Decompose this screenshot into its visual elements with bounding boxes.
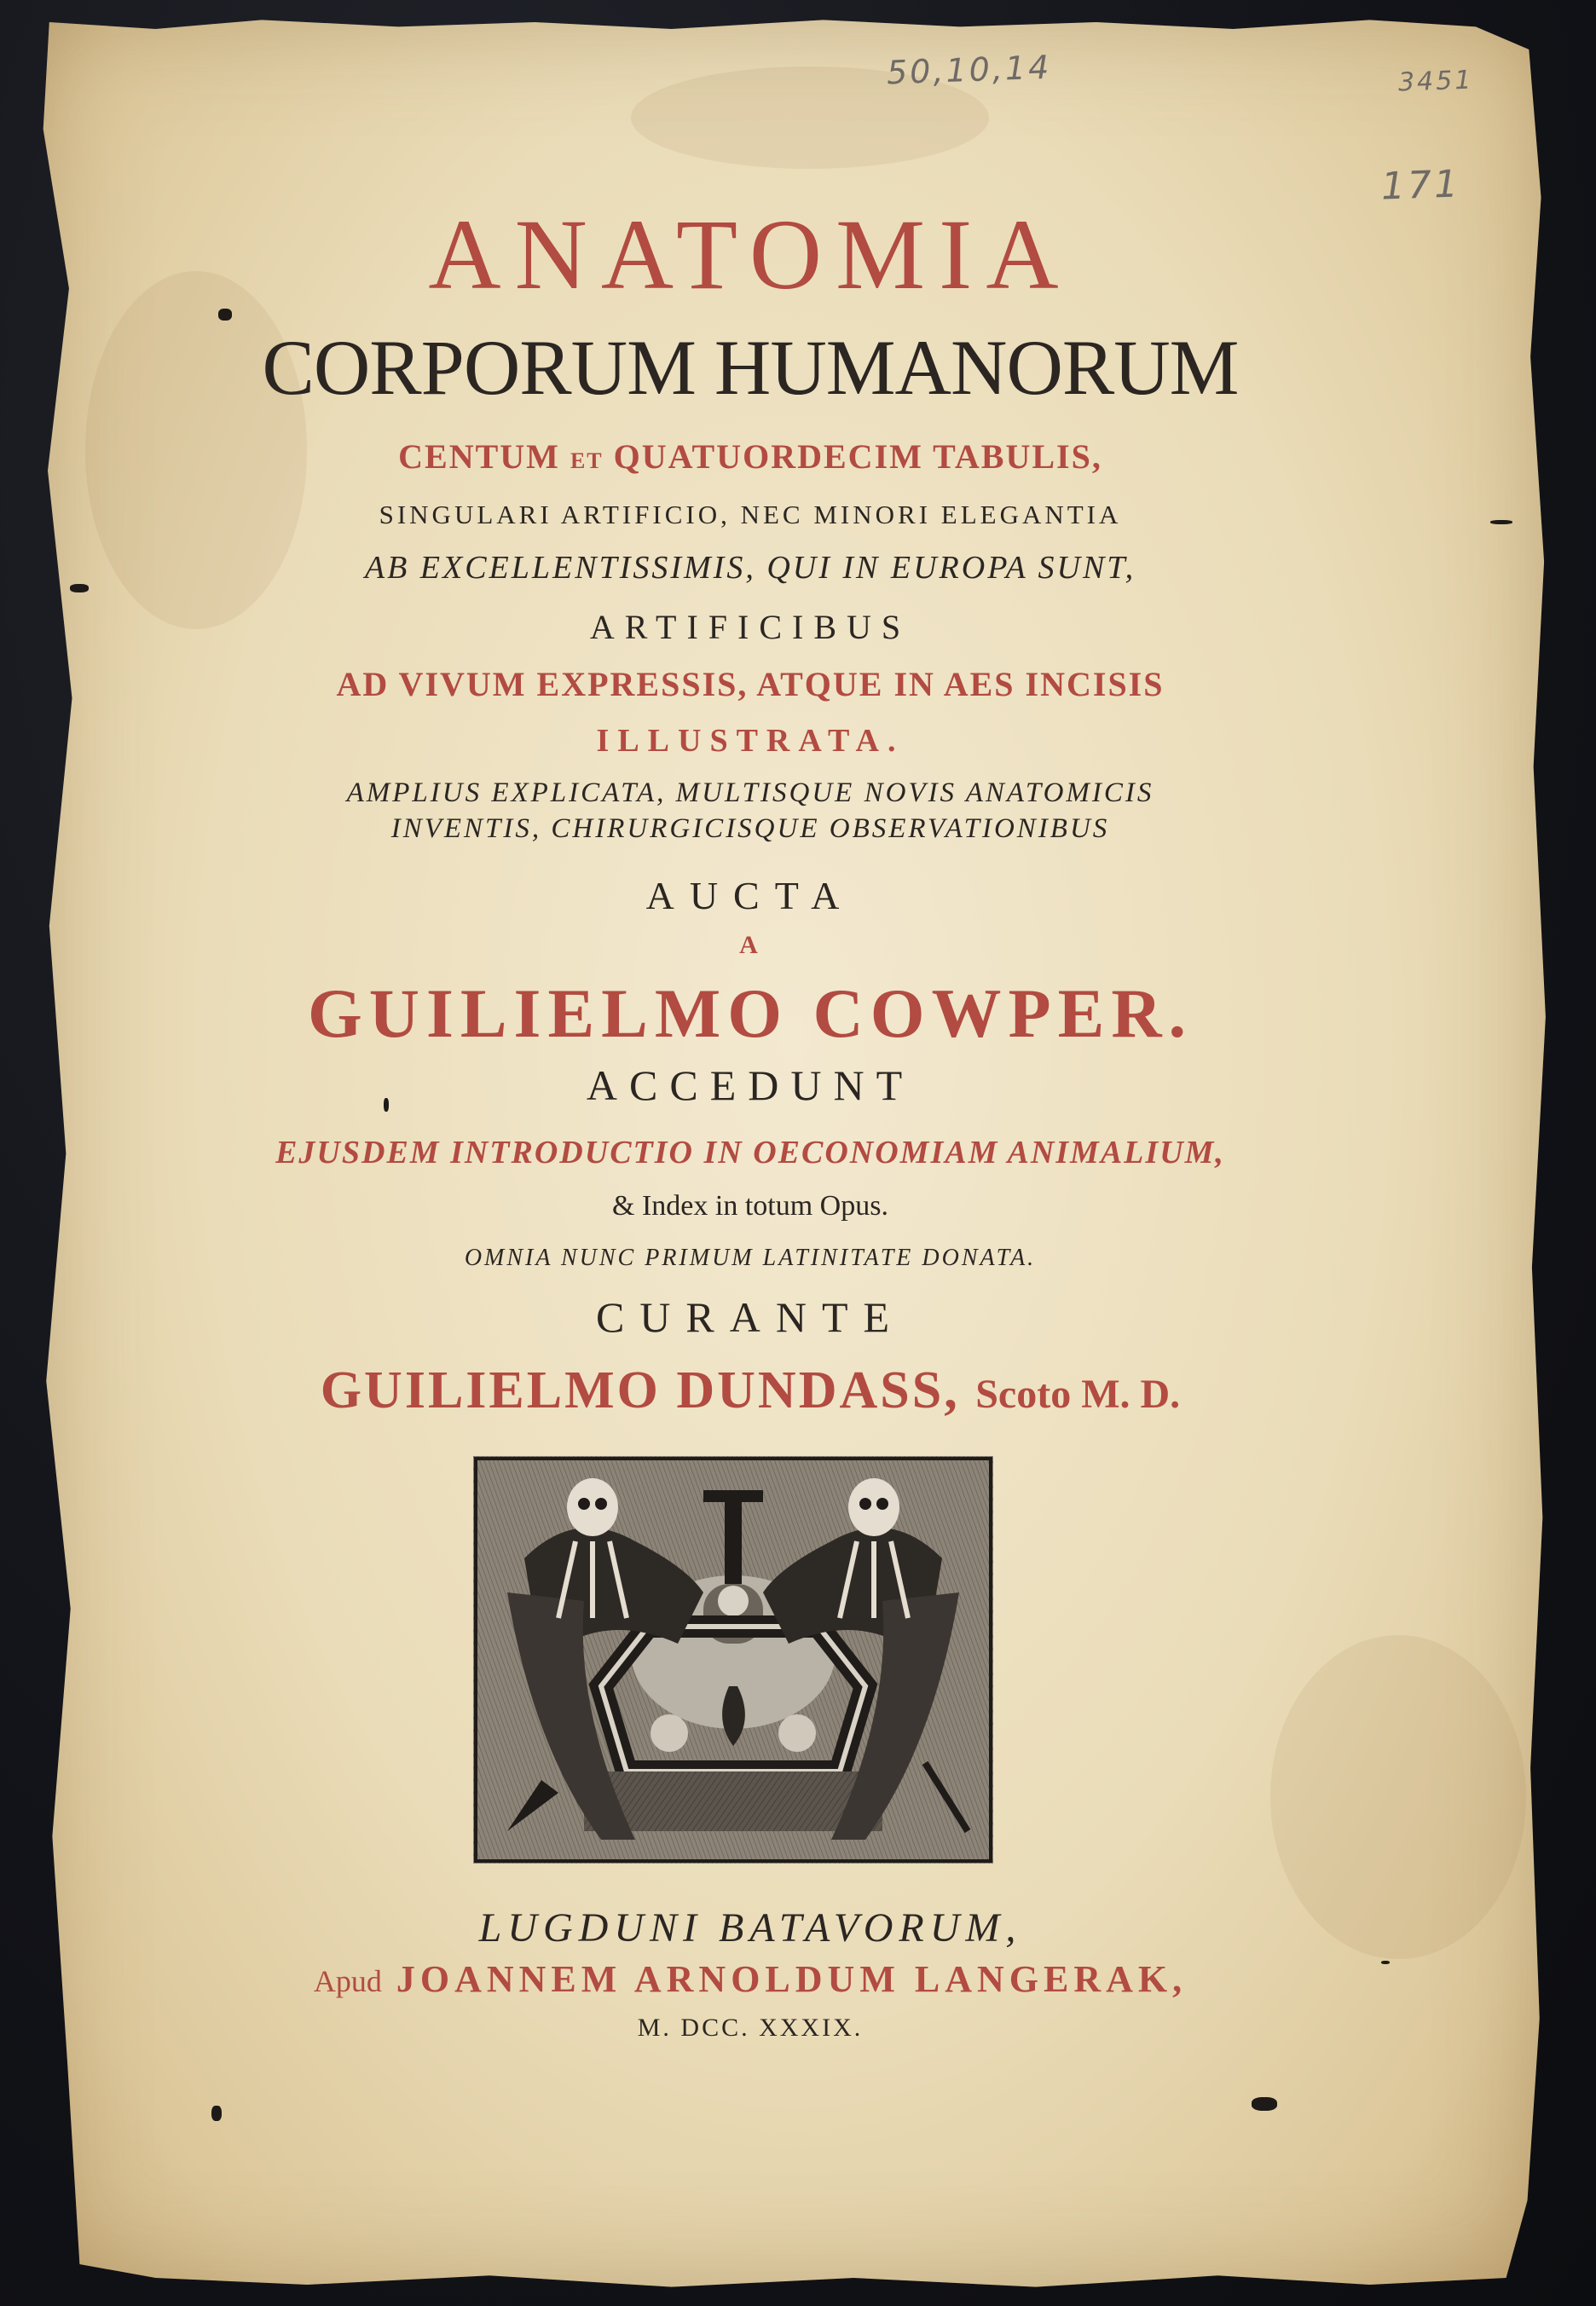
editor-name-main: GUILIELMO DUNDASS, <box>320 1361 960 1419</box>
handwritten-shelf-mark: 50,10,14 <box>886 48 1052 92</box>
ink-speck <box>1490 520 1512 524</box>
line-index: & Index in totum Opus. <box>612 1190 888 1222</box>
imprint-printer: JOANNEM ARNOLDUM LANGERAK, <box>396 1958 1188 2000</box>
title-corporum-humanorum: CORPORUM HUMANORUM <box>262 324 1239 411</box>
ink-speck <box>384 1098 389 1112</box>
line-illustrata: ILLUSTRATA. <box>596 723 905 759</box>
editor-name <box>0 1361 1501 1419</box>
line-inventis: INVENTIS, CHIRURGICISQUE OBSERVATIONIBUS <box>390 813 1110 844</box>
title-anatomia: ANATOMIA <box>428 199 1073 310</box>
handwritten-number: 3451 <box>1397 65 1474 98</box>
ink-speck <box>70 584 89 592</box>
imprint-printer-line <box>0 1958 1501 2000</box>
line-centum <box>0 437 1501 476</box>
line-centum-a: CENTUM <box>398 437 560 476</box>
line-accedunt: ACCEDUNT <box>586 1061 915 1109</box>
line-curante: CURANTE <box>595 1293 905 1341</box>
line-singulari: SINGULARI ARTIFICIO, NEC MINORI ELEGANTIA <box>379 500 1122 529</box>
imprint-year: M. DCC. XXXIX. <box>637 2014 864 2042</box>
ink-speck <box>211 2106 222 2121</box>
ink-speck <box>1252 2097 1277 2111</box>
editor-name-suffix: Scoto M. D. <box>975 1372 1181 1417</box>
handwritten-number-side: 171 <box>1380 162 1461 209</box>
imprint-place: LUGDUNI BATAVORUM, <box>478 1905 1022 1951</box>
line-artificibus: ARTIFICIBUS <box>589 608 911 646</box>
line-ad-vivum: AD VIVUM EXPRESSIS, ATQUE IN AES INCISIS <box>336 665 1165 703</box>
line-centum-et: ET <box>570 448 604 473</box>
line-ejusdem: EJUSDEM INTRODUCTIO IN OECONOMIAM ANIMALIUM, <box>275 1135 1225 1170</box>
line-amplius: AMPLIUS EXPLICATA, MULTISQUE NOVIS ANATOMICIS <box>346 777 1154 808</box>
line-omnia: OMNIA NUNC PRIMUM LATINITATE DONATA. <box>464 1245 1037 1271</box>
ink-speck <box>1381 1961 1390 1964</box>
line-a: A <box>739 931 761 959</box>
line-centum-b: QUATUORDECIM TABULIS, <box>613 437 1102 476</box>
ink-speck <box>218 309 232 321</box>
line-ab-excellentissimis: AB EXCELLENTISSIMIS, QUI IN EUROPA SUNT, <box>364 550 1136 586</box>
author-name: GUILIELMO COWPER. <box>307 974 1194 1052</box>
imprint-apud: Apud <box>313 1964 382 1998</box>
line-aucta: AUCTA <box>645 874 855 917</box>
printer-device-engraving <box>473 1456 993 1864</box>
